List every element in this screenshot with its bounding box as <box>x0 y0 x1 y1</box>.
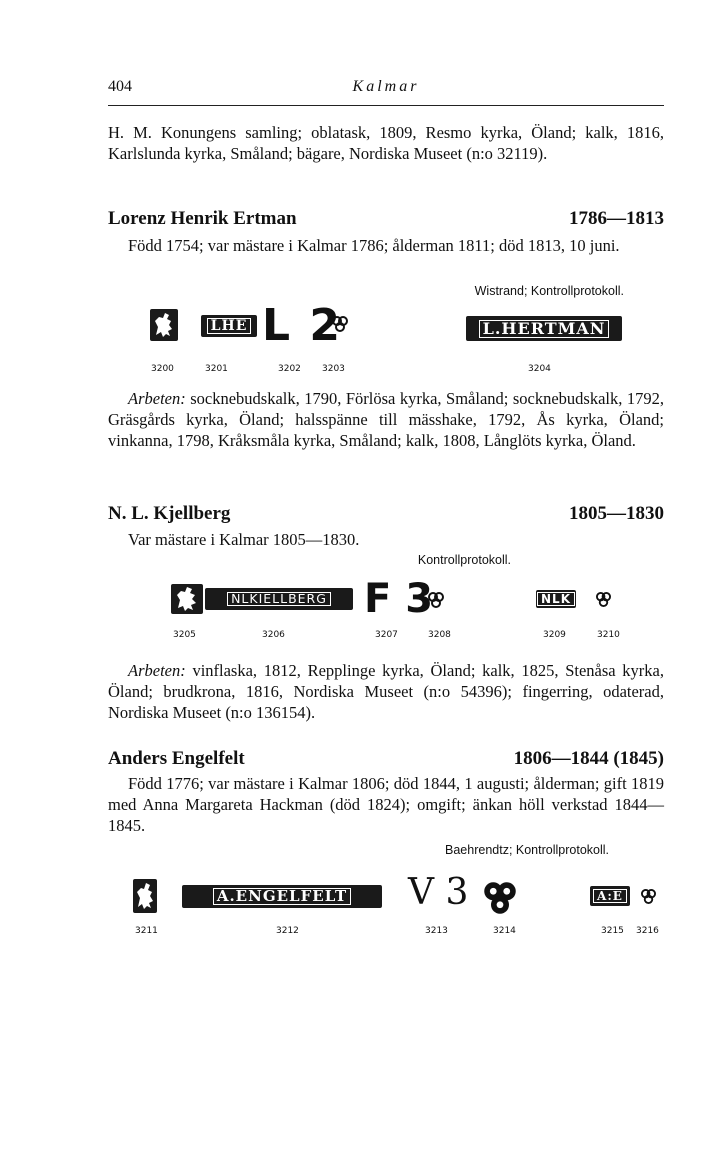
mark-number: 3204 <box>528 364 551 374</box>
mark-number: 3214 <box>493 926 516 936</box>
works-paragraph <box>108 660 664 723</box>
maker-bio: Var mästare i Kalmar 1805—1830. <box>128 530 360 549</box>
maker-years: 1805—1830 <box>569 503 664 524</box>
mark-text: NLK <box>537 592 575 606</box>
clover-icon <box>596 592 611 607</box>
maker-years: 1806—1844 (1845) <box>513 748 664 769</box>
source-note: Baehrendtz; Kontrollprotokoll. <box>445 843 609 857</box>
mark-plate <box>205 588 353 610</box>
mark-number: 3213 <box>425 926 448 936</box>
mark-letters: F 3 <box>364 576 434 622</box>
mark-plate <box>182 885 382 908</box>
source-note: Kontrollprotokoll. <box>417 553 511 567</box>
works-text: vinflaska, 1812, Repplinge kyrka, Öland; kalk, 1825, Stenåsa kyrka, Öland; brudkrona, 1816, Nordiska Museet (n:o 54396); fingerring, odaterad, Nordiska Museet (n:o 136154). <box>108 661 664 722</box>
maker-years: 1786—1813 <box>569 208 664 229</box>
works-text: socknebudskalk, 1790, Förlösa kyrka, Småland; socknebudskalk, 1792, Gräsgårds kyrka, Öland; halsspänne till mässhake, 1792, Ås kyrka, Öland; vinkanna, 1798, Kråksmåla kyrka, Småland; kalk, 1808, Långlöts kyrka, Öland. <box>108 389 664 450</box>
lion-icon <box>150 309 178 341</box>
mark-number: 3203 <box>322 364 345 374</box>
clover-icon <box>482 880 518 916</box>
mark-text: A:E <box>593 889 627 903</box>
maker-name: Anders Engelfelt <box>108 748 245 769</box>
clover-icon <box>428 592 444 608</box>
mark-plate <box>536 590 576 608</box>
mark-number: 3201 <box>205 364 228 374</box>
works-paragraph <box>108 388 664 451</box>
mark-letters: L 2 <box>262 300 342 351</box>
page-header <box>108 78 664 106</box>
mark-plate <box>466 316 622 341</box>
lion-icon <box>133 879 157 913</box>
maker-bio: Född 1776; var mästare i Kalmar 1806; död 1844, 1 augusti; ålderman; gift 1819 med Anna Margareta Hackman (död 1824); omgift; änkan höll verkstad 1844—1845. <box>108 774 664 835</box>
mark-number: 3202 <box>278 364 301 374</box>
page-number: 404 <box>108 78 132 95</box>
maker-name: N. L. Kjellberg <box>108 503 231 524</box>
clover-icon <box>641 889 656 904</box>
works-label: Arbeten: <box>128 661 186 680</box>
mark-text: LHE <box>207 318 252 334</box>
mark-text: L.HERTMAN <box>479 320 610 338</box>
header-rule <box>108 105 664 106</box>
mark-number: 3216 <box>636 926 659 936</box>
mark-number: 3208 <box>428 630 451 640</box>
mark-plate <box>590 886 630 906</box>
clover-icon <box>332 316 348 332</box>
mark-plate <box>201 315 257 337</box>
maker-bio: Född 1754; var mästare i Kalmar 1786; ålderman 1811; död 1813, 10 juni. <box>128 236 620 255</box>
mark-number: 3206 <box>262 630 285 640</box>
intro-paragraph: H. M. Konungens samling; oblatask, 1809, Resmo kyrka, Öland; kalk, 1816, Karlslunda kyrka, Småland; bägare, Nordiska Museet (n:o 32119). <box>108 123 664 163</box>
mark-number: 3215 <box>601 926 624 936</box>
mark-number: 3212 <box>276 926 299 936</box>
running-title: Kalmar <box>352 78 420 95</box>
mark-text: A.ENGELFELT <box>213 888 351 905</box>
mark-number: 3211 <box>135 926 158 936</box>
mark-letters: V 3 <box>408 872 469 913</box>
mark-number: 3210 <box>597 630 620 640</box>
maker-name: Lorenz Henrik Ertman <box>108 208 297 229</box>
lion-icon <box>171 584 203 614</box>
source-note: Wistrand; Kontrollprotokoll. <box>474 284 624 298</box>
mark-number: 3200 <box>151 364 174 374</box>
mark-text: NLKIELLBERG <box>227 592 331 607</box>
mark-number: 3205 <box>173 630 196 640</box>
works-label: Arbeten: <box>128 389 186 408</box>
mark-number: 3207 <box>375 630 398 640</box>
mark-number: 3209 <box>543 630 566 640</box>
